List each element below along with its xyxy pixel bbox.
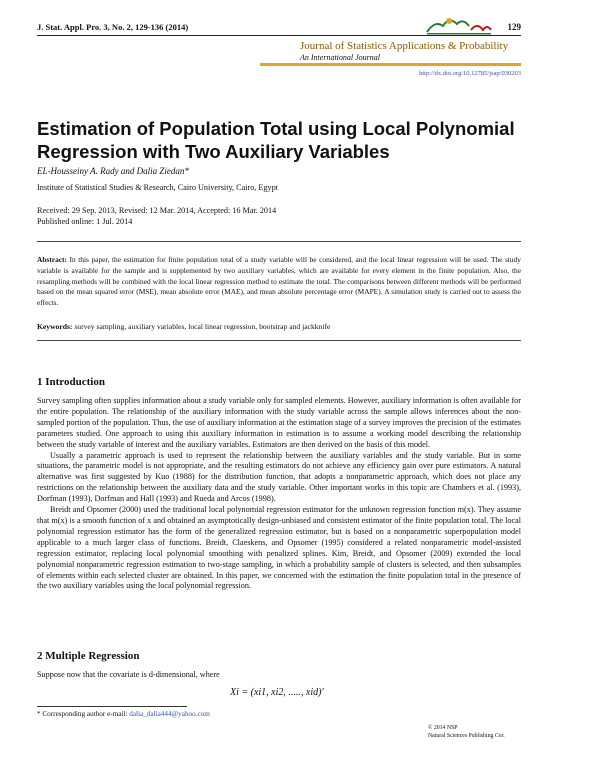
section-heading-multiple-regression: 2 Multiple Regression: [37, 650, 140, 662]
abstract-top-rule: [37, 241, 521, 242]
footnote: [37, 710, 210, 718]
footnote-rule: [37, 706, 187, 707]
abstract: [37, 255, 521, 309]
journal-subtitle: An International Journal: [300, 53, 380, 62]
abstract-label: Abstract:: [37, 255, 67, 264]
section-heading-introduction: 1 Introduction: [37, 376, 105, 388]
keywords-label: Keywords:: [37, 322, 73, 331]
header-rule: [37, 35, 521, 36]
copyright-line-2: Natural Sciences Publishing Cor.: [428, 733, 505, 739]
running-head: J. Stat. Appl. Pro. 3, No. 2, 129-136 (2014): [37, 22, 189, 32]
footnote-label: * Corresponding author e-mail:: [37, 710, 128, 718]
copyright-line-1: © 2014 NSP: [428, 725, 458, 731]
paragraph: Usually a parametric approach is used to represent the relationship between the auxiliary variables and the study variable. But in some situations, the parametric model is not appropriate, and the resulting estimators do not achieve any efficiency gain over pure estimators. A natural alternative was first suggested by Kuo (1988) for the distribution function, that adopts a nonparametric approach, which does not place any restrictions on the relationship between the auxiliary data and the study variable. Other important works in this topic are Chambers et al. (1993), Dorfman (1993), Dorfman and Hall (1993) and Rueda and Arcos (1998).: [37, 450, 521, 504]
authors: EL-Housseiny A. Rady and Dalia Ziedan*: [37, 166, 189, 176]
journal-title: Journal of Statistics Applications & Probability: [300, 40, 509, 52]
journal-rule: [260, 63, 521, 66]
doi-link[interactable]: http://dx.doi.org/10.12785/jsap/030203: [419, 70, 521, 77]
keywords: [37, 322, 330, 331]
dates-line-1: Received: 29 Sep. 2013, Revised: 12 Mar. 2014, Accepted: 16 Mar. 2014: [37, 206, 277, 215]
abstract-bottom-rule: [37, 340, 521, 341]
copyright: [428, 724, 505, 740]
author-email-link[interactable]: dalia_dalia444@yahoo.com: [129, 710, 210, 718]
affiliation: Institute of Statistical Studies & Research, Cairo University, Cairo, Egypt: [37, 183, 278, 192]
introduction-body: [37, 396, 521, 592]
dates-line-2: Published online: 1 Jul. 2014: [37, 217, 133, 226]
section2-intro: Suppose now that the covariate is d-dimensional, where: [37, 670, 220, 679]
paragraph: Survey sampling often supplies information about a study variable only for sampled elements. However, auxiliary information is often available for the entire population. The relationship of the auxiliary information with the study variable across the sample allows inferences about the non-sampled portion of the population. Thus, the use of auxiliary information at the estimation stage of a survey improves the precision of the estimates parameters studied. One approach to using this auxiliary information in estimation is to assume a working model describing the relationship between the study variable of interest and the auxiliary variables. Estimators are then derived on the basis of this model.: [37, 396, 521, 449]
paragraph: Breidt and Opsomer (2000) used the traditional local polynomial regression estimator for the unknown regression function m(x). They assume that m(x) is a smooth function of x and obtained an asymptotically design-unbiased and consistent estimator of the finite population total. The local polynomial regression estimator has the form of the generalized regression estimator, but is based on a nonparametric superpopulation model applicable to a much larger class of functions. Breidt, Claeskens, and Opsomer (1995) considered a related nonparametric model-assisted regression estimator, replacing local polynomial smoothing with penalized splines. Kim, Breidt, and Opsomer (2009) extended the local polynomial nonparametric regression estimation to two-stage sampling, in which a probability sample of clusters is selected, and then subsamples of elements within each selected cluster are obtained. In this paper, we concerned with the estimation the finite population total in the presence of the two auxiliary variables using the local polynomial regression.: [37, 505, 521, 591]
publication-dates: [37, 205, 521, 227]
abstract-text: In this paper, the estimation for finite population total of a study variable will be considered, and the local linear regression will be used. The study variable is available for the sample and is supplemented by two auxiliary variables, which are available for every element in the finite population. Also, the resampling methods will be combined with the local linear regression method to estimate the total. The comparisons between different methods will be performed based on the mean squared error (MSE), mean absolute error (MAE), and mean absolute percentage error (MAPE). A simulation study is carried out to assess the effects.: [37, 255, 521, 308]
equation: Xi = (xi1, xi2, ....., xid)′: [230, 687, 324, 698]
page-number: 129: [507, 22, 521, 32]
paper-title: Estimation of Population Total using Local Polynomial Regression with Two Auxiliary Variables: [37, 118, 515, 162]
keywords-text: survey sampling, auxiliary variables, local linear regression, bootstrap and jackknife: [74, 322, 331, 331]
